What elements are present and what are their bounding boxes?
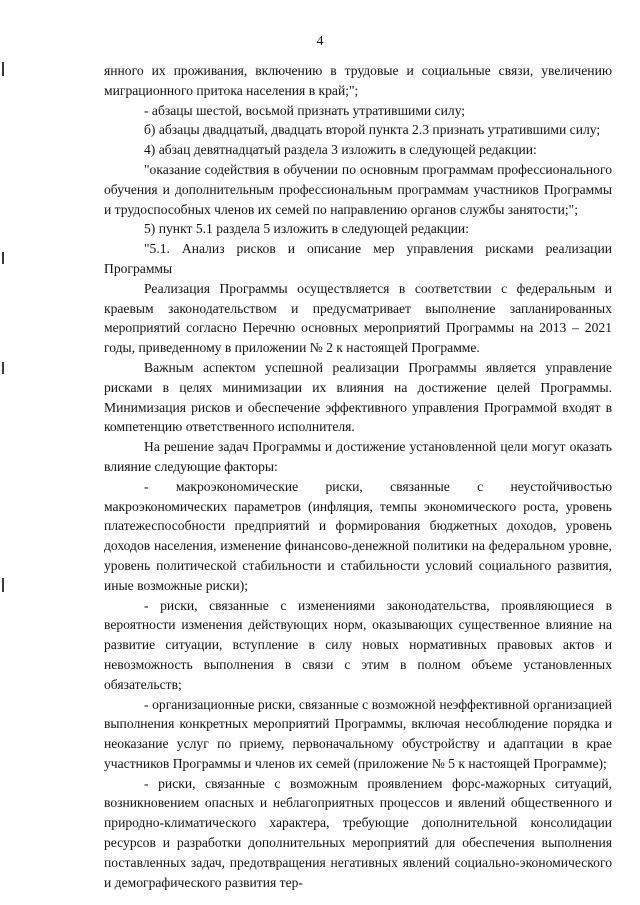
paragraph-amendment-item: б) абзацы двадцатый, двадцать второй пункта 2.3 признать утратившими силу; <box>144 122 601 138</box>
paragraph: Реализация Программы осуществляется в соответствии с федеральным и краевым законодательством и предусматривает выполнение запланированных мероприятий согласно Перечню основных мероприятий Программы на 2013 – 2021 годы, приведенному в приложении № 2 к настоящей Программе. <box>104 280 612 356</box>
risk-list-item: - организационные риски, связанные с возможной неэффективной организацией выполнения конкретных мероприятий Программы, включая несоблюдение порядка и неоказание услуг по приему, первоначальному обустройству и адаптации в крае участников Программы и членов их семей (приложение № 5 к настоящей Программе); <box>104 696 612 771</box>
paragraph: Важным аспектом успешной реализации Программы является управление рисками в целях минимизации их влияния на достижение целей Программы. Минимизация рисков и обеспечение эффективного управления Программой входят в компетенцию ответственного исполнителя. <box>104 359 612 435</box>
scan-edge-mark <box>2 252 4 264</box>
paragraph-amendment-item: 4) абзац девятнадцатый раздела 3 изложить в следующей редакции: <box>144 142 537 158</box>
page-number: 4 <box>316 34 324 49</box>
risk-list-item: - макроэкономические риски, связанные с неустойчивостью макроэкономических параметров (инфляция, темпы экономического роста, уровень платежеспособности предприятий и формирования бюджетных доходов, уровень доходов населения, изменение финансово-денежной политики на федеральном уровне, уровень политической стабильности и стабильности условий социального развития, иные возможные риски); <box>104 478 612 593</box>
scan-edge-mark <box>2 578 4 592</box>
scan-edge-mark <box>2 362 4 374</box>
document-body <box>104 61 612 892</box>
scan-edge-mark <box>2 62 4 76</box>
section-heading: "5.1. Анализ рисков и описание мер управления рисками реализации Программы <box>104 241 612 276</box>
paragraph-continuation: янного их проживания, включению в трудовые и социальные связи, увеличению миграционного притока населения в край;"; <box>104 63 612 98</box>
paragraph-quoted-text: "оказание содействия в обучении по основным программам профессионального обучения и дополнительным профессиональным программам участников Программы и трудоспособных членов их семей по направлению органов службы занятости;"; <box>104 161 612 217</box>
paragraph-amendment-item: 5) пункт 5.1 раздела 5 изложить в следующей редакции: <box>144 221 469 237</box>
risk-list-item: - риски, связанные с изменениями законодательства, проявляющиеся в вероятности изменения действующих норм, оказывающих существенное влияние на развитие ситуации, вступление в силу новых нормативных правовых актов и невозможность выполнения в связи с этим в полном объеме установленных обязательств; <box>104 597 612 692</box>
paragraph-amendment-item: - абзацы шестой, восьмой признать утратившими силу; <box>144 102 466 118</box>
risk-list-item: - риски, связанные с возможным проявлением форс-мажорных ситуаций, возникновением опасных и неблагоприятных процессов и явлений общественного и природно-климатического характера, требующие дополнительной консолидации ресурсов и разработки дополнительных мероприятий для обеспечения выполнения поставленных задач, предотвращения негативных явлений социально-экономического и демографического развития тер- <box>104 775 612 890</box>
paragraph: На решение задач Программы и достижение установленной цели могут оказать влияние следующие факторы: <box>104 439 612 474</box>
